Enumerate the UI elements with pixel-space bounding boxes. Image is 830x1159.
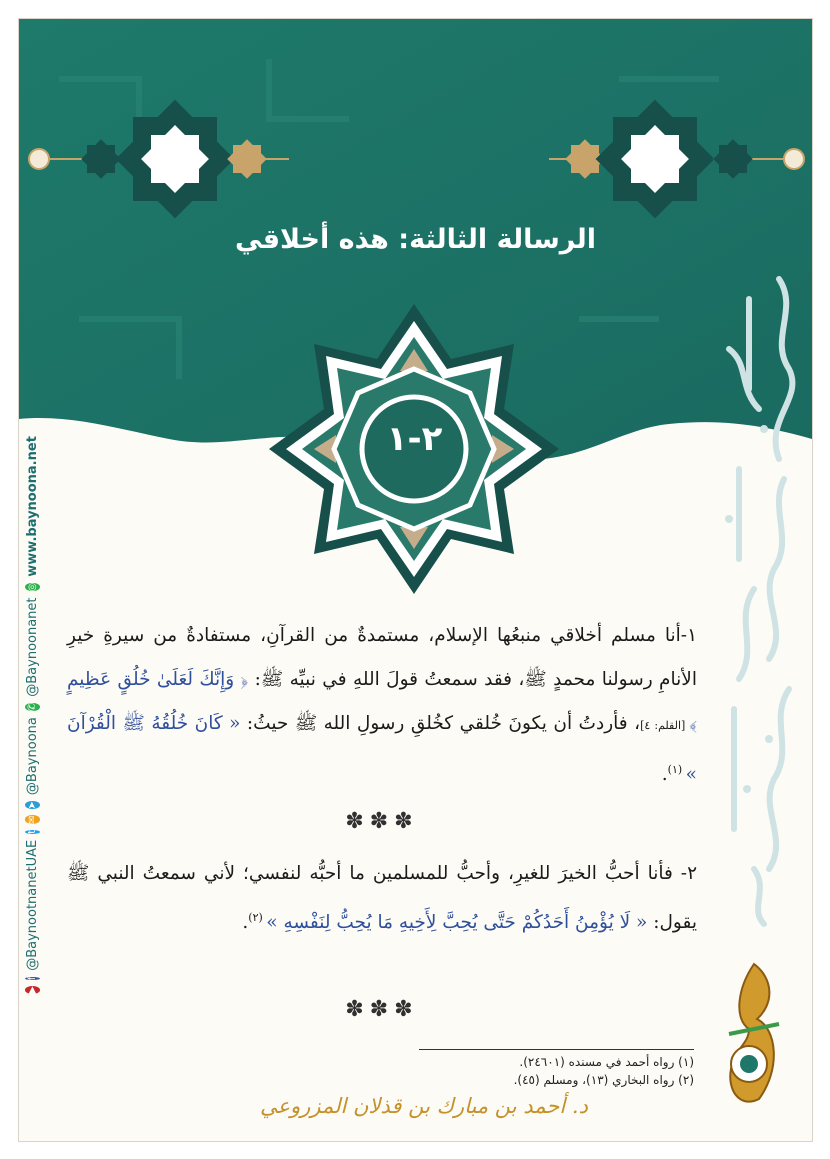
hadith-quote: « كَانَ خُلُقُهُ ﷺ الْقُرْآنَ »: [67, 713, 697, 786]
social-handle[interactable]: @BaynootnanetUAE: [24, 839, 40, 971]
section-divider: ✽✽✽: [345, 809, 419, 834]
youtube-icon[interactable]: ▶: [26, 986, 38, 994]
series-title-calligraphy-icon: [709, 269, 809, 929]
telegram-icon[interactable]: ➤: [26, 801, 38, 810]
hadith-quote: « لَا يُؤْمِنُ أَحَدُكُمْ حَتَّى يُحِبَّ لِأَخِيهِ مَا يُحِبُّ لِنَفْسِهِ »: [266, 912, 648, 934]
quran-reference: [القلم: ٤]: [640, 719, 690, 732]
paragraph-end: .: [661, 764, 668, 786]
section-divider: ✽✽✽: [345, 997, 419, 1022]
header-banner: [19, 19, 812, 619]
paragraph-1-text: ١-أنا مسلم أخلاقي منبعُها الإسلام، مستمدةٌ من القرآنِ، مستفادةٌ من سيرةِ خيرِ الأنامِ رسولنا محمدٍ ﷺ، فقد سمعتُ قولَ اللهِ في نبيِّه ﷺ:: [67, 625, 697, 690]
lesson-number: ٢-١: [386, 419, 443, 459]
paragraph-end: .: [242, 912, 249, 934]
paragraph-2-text: ٢- فأنا أحبُّ الخيرَ للغيرِ، وأحبُّ للمسلمين ما أحبُّه لنفسي؛ لأني سمعتُ النبي ﷺ يقول:: [67, 863, 697, 934]
gold-emblem-logo-icon: [719, 959, 789, 1109]
globe-icon[interactable]: ◎: [26, 582, 38, 592]
social-handle[interactable]: @Baynoona: [24, 717, 40, 796]
footnote-marker: (١): [667, 763, 686, 776]
social-handle[interactable]: @Baynoonanet: [24, 597, 40, 697]
paragraph-2: [67, 852, 697, 945]
social-strip: [22, 436, 42, 994]
footnote-1: (١) رواه أحمد في مسنده (٢٤٦٠١).: [519, 1055, 694, 1069]
paragraph-1-text-cont: ، فأردتُ أن يكونَ خُلقي كخُلقِ رسولِ الله ﷺ حيثُ:: [240, 713, 641, 734]
footnote-marker: (٢): [248, 911, 267, 924]
footnote-separator: [419, 1049, 694, 1050]
facebook-icon[interactable]: f: [26, 976, 38, 981]
mail-icon[interactable]: ✉: [26, 815, 38, 824]
whatsapp-icon[interactable]: ✆: [26, 702, 38, 712]
paragraph-1: [67, 614, 697, 797]
poster-sheet: [18, 18, 813, 1142]
twitter-icon[interactable]: t: [26, 829, 38, 834]
page-title: الرسالة الثالثة: هذه أخلاقي: [235, 224, 596, 255]
footnote-2: (٢) رواه البخاري (١٣)، ومسلم (٤٥).: [513, 1073, 694, 1087]
quran-quote: ﴿ وَإِنَّكَ لَعَلَىٰ خُلُقٍ عَظِيمٍ ﴾: [67, 669, 697, 734]
website-link[interactable]: www.baynoona.net: [24, 436, 40, 577]
author-signature: د. أحمد بن مبارك بن قذلان المزروعي: [260, 1094, 588, 1118]
